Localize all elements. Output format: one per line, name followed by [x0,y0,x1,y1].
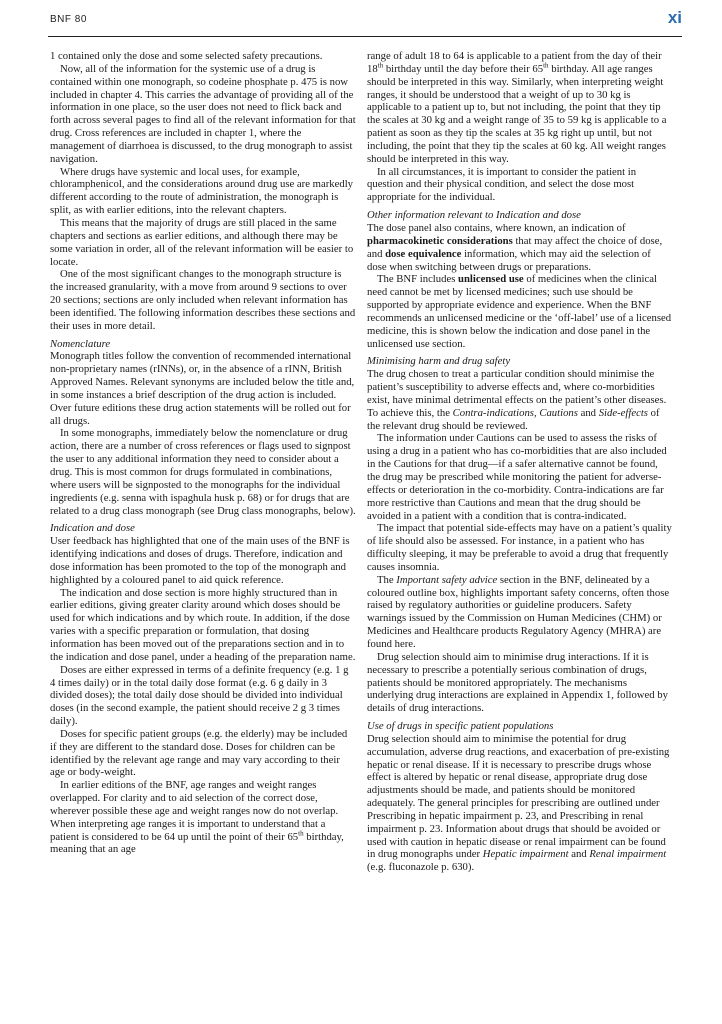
paragraph [367,50,673,166]
italic-term: Hepatic impairment [482,848,569,861]
bold-term: unlicensed use [458,273,524,286]
text-run: (e.g. fluconazole p. 630). [367,861,475,874]
text-run: and [568,848,590,861]
section-heading-nomenclature: Nomenclature [50,337,111,350]
paragraph [367,733,673,874]
paragraph [367,574,673,651]
superscript: th [377,61,384,70]
superscript: th [543,61,549,70]
paragraph: Now, all of the information for the systemic use of a drug is contained within one monograph, so codeine phosphate p. 475 is now included in chapter 4. This carries the advantage of providing all of the information in one place, so the user does not need to flick back and forth across several pages to find all of the relevant information for that drug. Cross references are included in chapter 1, where the management of diarrhoea is discussed, to the drug monograph to assist navigation. [50,62,356,165]
paragraph: User feedback has highlighted that one of the main uses of the BNF is identifying indications and doses of drugs. Therefore, indication and dose information has been promoted to the top of the monograph and highlighted by a coloured panel to aid quick reference. [50,535,350,586]
section-heading-specific-populations: Use of drugs in specific patient populations [367,720,554,733]
text-run: birthday, meaning that an age [50,830,344,856]
text-run: that may affect the choice of dose, and [367,234,663,260]
text-run: The drug chosen to treat a particular condition should minimise the patient’s susceptibility to adverse effects and, where co-morbidities exist, have minimal detrimental effects on the patient’s other diseases. To achieve this, the [367,368,667,419]
page-number: xi [667,8,682,27]
section-heading-other-information: Other information relevant to Indication and dose [367,209,581,222]
paragraph [50,779,356,856]
paragraph: Doses are either expressed in terms of a definite frequency (e.g. 1 g 4 times daily) or in the total daily dose format (e.g. 6 g daily in 3 divided doses); the total daily dose should be divided into individual doses (in the second example, the patient should receive 2 g 3 times daily). [50,663,349,728]
paragraph: 1 contained only the dose and some selected safety precautions. [50,50,323,62]
italic-term: Renal impairment [589,848,667,861]
paragraph: The indication and dose section is more highly structured than in earlier editions, giving greater clarity around which doses should be used for which indications and by which route. In addition, if the dose varies with a specific preparation or formulation, that dosing information has been moved out of the preparations section and in to the indication and dose panel, under a heading of the preparation name. [50,586,356,663]
italic-term: Contra-indications, Cautions [452,406,578,419]
text-run: birthday until the day before their 65 [383,62,544,75]
paragraph: Doses for specific patient groups (e.g. the elderly) may be included if they are different to the standard dose. Doses for children can be identified by the relevant age range and may vary according to their age or body-weight. [50,727,348,779]
bold-term: dose equivalence [385,247,462,260]
paragraph: In some monographs, immediately below the nomenclature or drug action, there are a number of cross references or flags used to signpost the user to any additional information they need to consider about a drug. This is most common for drugs formulated in combinations, where users will be signposted to the monographs for the individual ingredients (e.g. senna with ispaghula husk p. 68) or for drugs that are related to a drug class monograph (see Drug class monographs, below). [50,427,356,517]
text-run: The [377,573,397,586]
paragraph: The impact that potential side-effects may have on a patient’s quality of life should also be assessed. For instance, in a patient who has difficulty sleeping, it may be preferable to avoid a drug that frequently causes insomnia. [367,522,672,573]
italic-term: Side-effects [598,406,648,419]
superscript: th [298,829,304,838]
paragraph: Where drugs have systemic and local uses, for example, chloramphenicol, and the considerations around drug use are markedly different according to the route of administration, the monograph is split, as with earlier editions, into the relevant chapters. [50,165,354,217]
paragraph: In all circumstances, it is important to consider the patient in question and their physical condition, and select the dose most appropriate for the individual. [367,165,637,204]
text-run: section in the BNF, delineated by a coloured outline box, highlights important safety concerns, often those raised by regulatory authorities or guideline producers. Safety warnings issued by the Commission on Human Medicines (CHM) or Medicines and Healthcare products Regulatory Agency (MHRA) are found here. [367,573,670,650]
section-heading-indication-and-dose: Indication and dose [50,522,135,535]
paragraph: Drug selection should aim to minimise drug interactions. If it is necessary to prescribe a potentially serious combination of drugs, patients should be monitored appropriately. The mechanisms underlying drug interactions are explained in Appendix 1, followed by details of drug interactions. [367,650,668,715]
paragraph: The information under Cautions can be used to assess the risks of using a drug in a patient who has co-morbidities that are also included in the Cautions for that drug—if a safer alternative cannot be found, the drug may be prescribed while monitoring the patient for adverse-effects or deterioration in the co-morbidity. Contra-indications are far more restrictive than Cautions and mean that the drug should be avoided in a patient with a condition that is contra-indicated. [367,432,667,522]
paragraph [367,368,673,432]
right-column [367,50,673,874]
text-run: The dose panel also contains, where known, an indication of [367,221,626,234]
text-run: birthday. All age ranges should be interpreted in this way. Similarly, when interpreting weight ranges, it should be understood that a weight of up to 30 kg is applicable to a patient up to, but not including, the point that they tip the scales at 30 kg and a weight range of 35 to 59 kg is applicable to a patient as soon as they tip the scales at 35 kg right up until, but not including, the point that they tip the scales at 60 kg. All weight ranges should be interpreted in this way. [367,62,667,165]
section-heading-minimising-harm: Minimising harm and drug safety [367,355,511,368]
italic-term: Important safety advice [396,573,498,586]
left-column [50,50,356,856]
text-run: information, which may aid the selection of dose when switching between drugs or preparations. [367,247,651,273]
header-rule [48,36,682,37]
text-run: In earlier editions of the BNF, age ranges and weight ranges overlapped. For clarity and to aid selection of the correct dose, wherever possible these age and weight ranges now do not overlap. When interpreting age ranges it is important to understand that a patient is considered to be 64 up until the point of their 65 [50,779,339,843]
paragraph: One of the most significant changes to the monograph structure is the increased granularity, with a move from around 9 sections to over 20 sections; sections are only included when relevant information has been identified. The following information describes these sections and their uses in more detail. [50,268,356,332]
text-run: of the relevant drug should be reviewed. [367,406,660,432]
text-run: of medicines when the clinical need cannot be met by licensed medicines; such use should be supported by appropriate evidence and experience. When the BNF recommends an unlicensed medicine or the ‘off-label’ use of a licensed medicine, this is shown below the indication and dose panel in the unlicensed use section. [367,273,672,350]
text-run: range of adult 18 to 64 is applicable to a patient from the day of their 18 [367,50,662,75]
paragraph [367,273,673,350]
paragraph [367,222,673,273]
paragraph: Monograph titles follow the convention of recommended international non-proprietary names (rINNs), or, in the absence of a rINN, British Approved Names. Relevant synonyms are included below the title and, in some instances a brief description of the drug action is included. Over future editions these drug action statements will be rolled out for all drugs. [50,350,355,427]
text-run: Drug selection should aim to minimise the potential for drug accumulation, adverse drug reactions, and exacerbation of pre-existing hepatic or renal disease. If it is necessary to prescribe drugs whose effect is altered by hepatic or renal disease, appropriate drug dose adjustments should be made, and patients should be monitored adequately. The general principles for prescribing are outlined under Prescribing in hepatic impairment p. 23, and Prescribing in renal impairment p. 23. Information about drugs that should be avoided or used with caution in hepatic disease or renal impairment can be found in drug monographs under [367,732,670,861]
running-head: BNF 80 [50,14,87,25]
paragraph: This means that the majority of drugs are still placed in the same chapters and sections as earlier editions, and although there may be some variation in order, all of the relevant information will be easier to locate. [50,216,354,268]
text-run: The BNF includes [377,273,459,286]
text-run: and [577,406,599,419]
bold-term: pharmacokinetic considerations [367,234,513,247]
